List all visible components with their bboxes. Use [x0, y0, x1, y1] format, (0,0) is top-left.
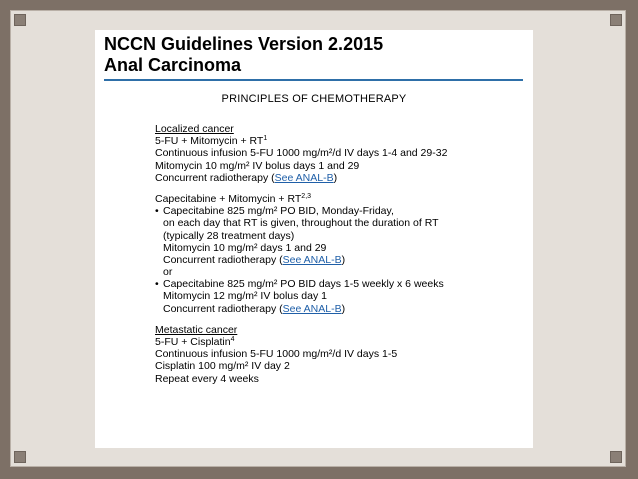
regimen-title: Capecitabine + Mitomycin + RT$^{2,3}$	[155, 192, 312, 205]
metastatic-heading: Metastatic cancer	[155, 323, 238, 336]
regimen-title: 5-FU + Cisplatin$^4$	[155, 336, 235, 348]
option-line: (typically 28 treatment days)	[163, 229, 295, 242]
option-line: • Capecitabine 825 mg/m² PO BID, Monday-Friday,	[155, 205, 394, 218]
localized-heading: Localized cancer	[155, 123, 234, 135]
see-anal-b-link[interactable]: See ANAL-B	[282, 302, 342, 315]
regimen-title: 5-FU + Mitomycin + $RT^1$	[155, 135, 268, 148]
option-line: Mitomycin 12 mg/m² IV bolus day 1	[163, 290, 327, 303]
or-separator: or	[163, 266, 173, 279]
section-title: PRINCIPLES OF CHEMOTHERAPY	[221, 93, 407, 105]
frame-corner	[610, 451, 622, 463]
regimen-line: Repeat every 4 weeks	[155, 372, 259, 385]
see-anal-b-link[interactable]: See ANAL-B	[274, 171, 334, 184]
option-line: on each day that RT is given, throughout the duration of RT	[163, 217, 439, 230]
frame-corner	[610, 14, 622, 26]
bullet-icon: •	[155, 278, 159, 291]
radiotherapy-line: Concurrent radiotherapy (See ANAL-B)	[163, 302, 346, 315]
option-line: Mitomycin 10 mg/m² days 1 and 29	[163, 241, 327, 254]
frame-corner	[14, 14, 26, 26]
see-anal-b-link[interactable]: See ANAL-B	[282, 253, 342, 266]
slide-header	[104, 34, 383, 76]
chemo-content	[155, 123, 527, 385]
regimen-line: Mitomycin 10 mg/m² IV bolus days 1 and 29	[155, 159, 360, 172]
header-divider	[104, 79, 523, 81]
regimen-line: Continuous infusion 5-FU 1000 mg/m²/d IV days 1-4 and 29-32	[155, 147, 448, 160]
bullet-icon: •	[155, 205, 159, 218]
guideline-title: NCCN Guidelines Version 2.2015	[104, 34, 384, 54]
regimen-line: Continuous infusion 5-FU 1000 mg/m²/d IV days 1-5	[155, 348, 398, 361]
radiotherapy-line: Concurrent radiotherapy (See ANAL-B)	[155, 171, 338, 184]
option-line: • Capecitabine 825 mg/m² PO BID days 1-5 weekly x 6 weeks	[155, 278, 444, 291]
cancer-title: Anal Carcinoma	[104, 55, 242, 75]
radiotherapy-line: Concurrent radiotherapy (See ANAL-B)	[163, 253, 346, 266]
slide	[95, 30, 533, 448]
frame-corner	[14, 451, 26, 463]
regimen-line: Cisplatin 100 mg/m² IV day 2	[155, 360, 290, 373]
